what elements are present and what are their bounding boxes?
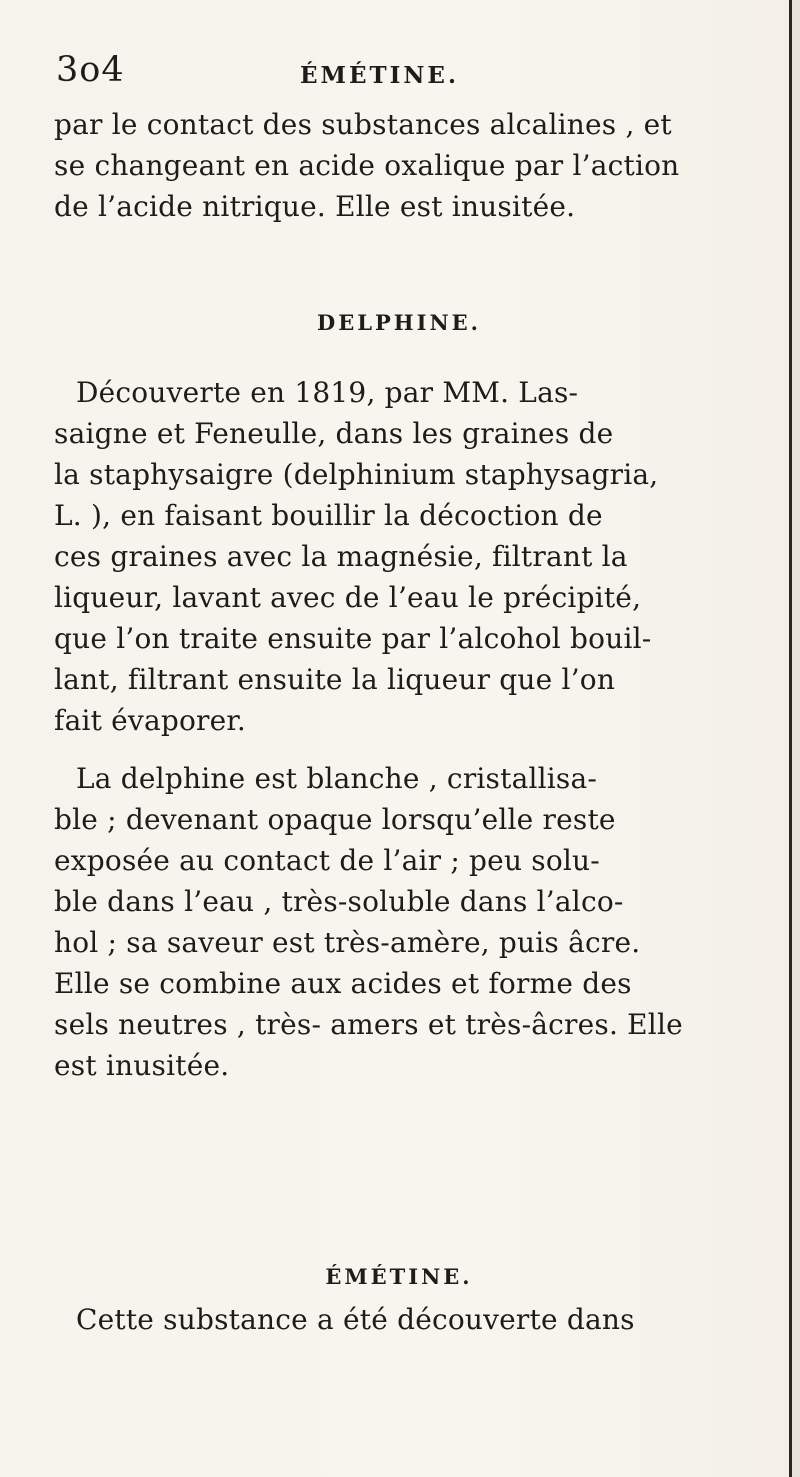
page-edge-shade [792,0,800,1477]
text-line: se changeant en acide oxalique par l’action [54,149,680,182]
text-line: Cette substance a été découverte dans [76,1303,635,1336]
paragraph-delphine-properties [54,758,683,1086]
text-line: la staphysaigre (delphinium staphysagria, [54,458,659,491]
text-line: ble ; devenant opaque lorsqu’elle reste [54,803,616,836]
paragraph-arsenic-end [54,104,679,227]
text-line: est inusitée. [54,1049,230,1082]
text-line: fait évaporer. [54,704,246,737]
running-head: ÉMÉTINE. [300,62,459,89]
section-title-delphine: DELPHINE. [317,310,481,335]
text-line: par le contact des substances alcalines , et [54,108,672,141]
text-line: La delphine est blanche , cristallisa- [76,762,598,795]
paragraph-delphine-discovery [54,372,658,741]
text-line: exposée au contact de l’air ; peu solu- [54,844,600,877]
paragraph-emetine-start [54,1299,635,1340]
text-line: hol ; sa saveur est très-amère, puis âcre. [54,926,641,959]
text-line: saigne et Feneulle, dans les graines de [54,417,614,450]
text-line: liqueur, lavant avec de l’eau le précipité, [54,581,642,614]
text-line: de l’acide nitrique. Elle est inusitée. [54,190,576,223]
page-edge-line [789,0,792,1477]
page-header [56,50,746,110]
text-line: Découverte en 1819, par MM. Las- [76,376,579,409]
page-number: 3o4 [56,50,125,90]
text-line: ces graines avec la magnésie, filtrant la [54,540,628,573]
text-line: Elle se combine aux acides et forme des [54,967,632,1000]
section-title-emetine: ÉMÉTINE. [325,1264,473,1289]
text-line: ble dans l’eau , très-soluble dans l’alco- [54,885,624,918]
text-line: sels neutres , très- amers et très-âcres. Elle [54,1008,683,1041]
text-line: que l’on traite ensuite par l’alcohol bouil- [54,622,652,655]
text-line: L. ), en faisant bouillir la décoction de [54,499,603,532]
text-line: lant, filtrant ensuite la liqueur que l’on [54,663,616,696]
